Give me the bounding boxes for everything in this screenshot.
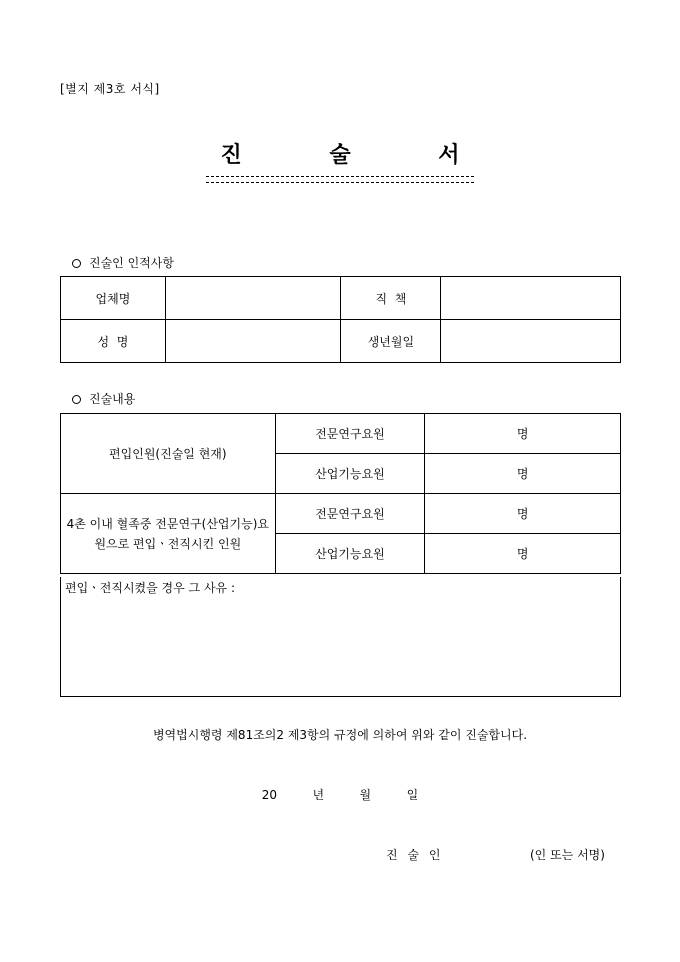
company-field[interactable] <box>165 277 341 320</box>
relative-group-label: 4촌 이내 혈족중 전문연구(산업기능)요원으로 편입ㆍ전직시킨 인원 <box>61 494 276 574</box>
seal-label: (인 또는 서명) <box>530 848 605 862</box>
title-underline <box>206 176 474 183</box>
position-field[interactable] <box>441 277 621 320</box>
unit-label: 명 <box>516 427 529 441</box>
section-content-title: 진술내용 <box>89 392 136 406</box>
unit-label: 명 <box>516 507 529 521</box>
signature-field[interactable] <box>530 846 605 863</box>
table-row <box>61 320 621 363</box>
statement-text: 병역법시행령 제81조의2 제3항의 규정에 의하여 위와 같이 진술합니다. <box>152 728 528 742</box>
page-title: 진 술 서 <box>220 143 500 168</box>
relative-industrial-count-field[interactable] <box>425 534 621 574</box>
position-label: 직 책 <box>341 277 441 320</box>
name-label: 성 명 <box>61 320 166 363</box>
enrolled-group-label: 편입인원(진술일 현재) <box>61 414 276 494</box>
company-label: 업체명 <box>61 277 166 320</box>
birthdate-label: 생년월일 <box>341 320 441 363</box>
circle-bullet-icon <box>72 259 81 268</box>
section-personal-heading <box>72 254 174 271</box>
unit-label: 명 <box>516 467 529 481</box>
reason-label: 편입ㆍ전직시켰을 경우 그 사유 : <box>65 581 235 595</box>
unit-label: 명 <box>516 547 529 561</box>
table-row <box>61 414 621 454</box>
name-field[interactable] <box>165 320 341 363</box>
industrial-type-label: 산업기능요원 <box>275 454 425 494</box>
table-row <box>61 494 621 534</box>
researcher-type-label: 전문연구요원 <box>275 414 425 454</box>
circle-bullet-icon <box>72 395 81 404</box>
birthdate-field[interactable] <box>441 320 621 363</box>
table-row <box>61 277 621 320</box>
declarant-label: 진 술 인 <box>386 848 444 862</box>
section-personal-title: 진술인 인적사항 <box>89 256 174 270</box>
relative-researcher-count-field[interactable] <box>425 494 621 534</box>
personal-info-table <box>60 276 621 363</box>
researcher-type-label: 전문연구요원 <box>275 494 425 534</box>
section-content-heading <box>72 390 135 407</box>
industrial-count-field[interactable] <box>425 454 621 494</box>
form-id: [별지 제3호 서식] <box>60 82 160 96</box>
date-line: 20 년 월 일 <box>261 788 419 802</box>
reason-field[interactable] <box>60 577 621 697</box>
statement-table <box>60 413 621 574</box>
industrial-type-label: 산업기능요원 <box>275 534 425 574</box>
researcher-count-field[interactable] <box>425 414 621 454</box>
